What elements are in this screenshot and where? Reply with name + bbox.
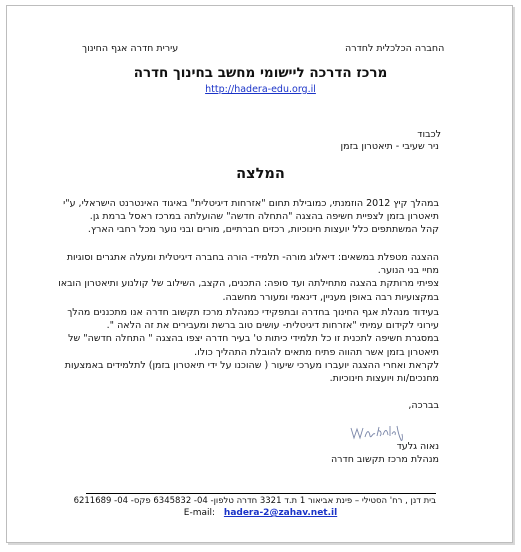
signer-title: מנהלת מרכז תקשוב חדרה xyxy=(330,454,439,465)
paragraph-line: ההצגה מטפלת במשאים: דיאלוג מורה- תלמיד- הורה בחברה דיגיטלית ומעלה אתגרים וסוגיות xyxy=(66,252,439,263)
paragraph-line: מחנכים/ות ויועצות חינוכיות. xyxy=(329,373,439,385)
paragraph-3 xyxy=(65,306,439,385)
website-link[interactable]: http://hadera-edu.org.il xyxy=(205,84,316,95)
paragraph-line: במסגרת חשיפה לתכנית זו כל תלמידי כיתות ט' בעיר חדרה יצפו בהצגה " התחלה חדשה" של xyxy=(68,333,439,345)
letter-heading: המלצה xyxy=(236,166,285,182)
paragraph-line: עירוני לקידום עמיתי "אזרחות דיגיטלית- עושים טוב ברשת ומעבירים את זה הלאה ". xyxy=(106,320,439,332)
paragraph-line: צפיתי מרותקת בהצגה מתחילתה ועד סופה: התכנים, הקצב, השילוב של קולנוע ותיאטרון הובאו xyxy=(58,278,439,290)
paragraph-2 xyxy=(58,251,439,304)
letterhead-title: מרכז הדרכה ליישומי מחשב בחינוך חדרה xyxy=(133,65,388,81)
footer-divider xyxy=(86,493,436,494)
paragraph-line: תיאטרון בזמן אשר תהווה פתיח מתאים להובלת התהליך כולו. xyxy=(194,346,439,358)
email-label: E-mail: xyxy=(183,508,216,518)
paragraph-1 xyxy=(63,197,439,237)
paragraph-line: במהלך קיץ 2012 הוזמנתי, כמובילת תחום "אזרחות דיגיטלית" באיגוד האינטרנט הישראלי, ע"י xyxy=(63,198,439,209)
recipient-name: ניר שעיבי - תיאטרון בזמן xyxy=(340,141,439,152)
recipient-label: לכבוד xyxy=(417,129,441,140)
header-company: החברה הכלכלית לחדרה xyxy=(345,43,445,54)
paragraph-line: מחיי בני הנוער. xyxy=(377,265,439,277)
paragraph-line: במקצועיות רבה באופן מעניין, דינאמי ומעורר מחשבה. xyxy=(222,291,439,303)
signer-name: נאוה גלעד xyxy=(396,441,439,452)
paragraph-line: קהל המשתתפים כלל יועצות חינוכיות, רכזים חברתיים, מורים ובני נוער מכל רחבי הארץ. xyxy=(87,224,439,236)
footer-email-line xyxy=(0,508,521,518)
paragraph-line: לקראת ואחרי ההצגה יועברו מערכי שיעור ( שהוכנו על ידי תיאטרון בזמן) לתלמידים באמצעות xyxy=(64,359,439,371)
footer-address: בית דנן , רח' הסטילי – פינת אביאור 1 ת.ד 3321 חדרה טלפון- 04- 6345832 פקס- 04- 6211689 xyxy=(73,496,436,506)
paragraph-line: תיאטרון בזמן לצפיית חשיפה בהצגה "התחלה חדשה" שהועלתה במרכז ראסל ברמת גן. xyxy=(89,211,439,223)
paragraph-line: בעידוד מנהלת אגף החינוך בחדרה ובתפקידי כמנהלת מרכז תקשוב חדרה אנו מתכננים מהלך xyxy=(67,307,439,318)
email-link[interactable]: hadera-2@zahav.net.il xyxy=(223,508,338,518)
closing-greeting: בברכה, xyxy=(408,400,439,411)
header-municipality: עירית חדרה אגף החינוך xyxy=(82,43,179,54)
